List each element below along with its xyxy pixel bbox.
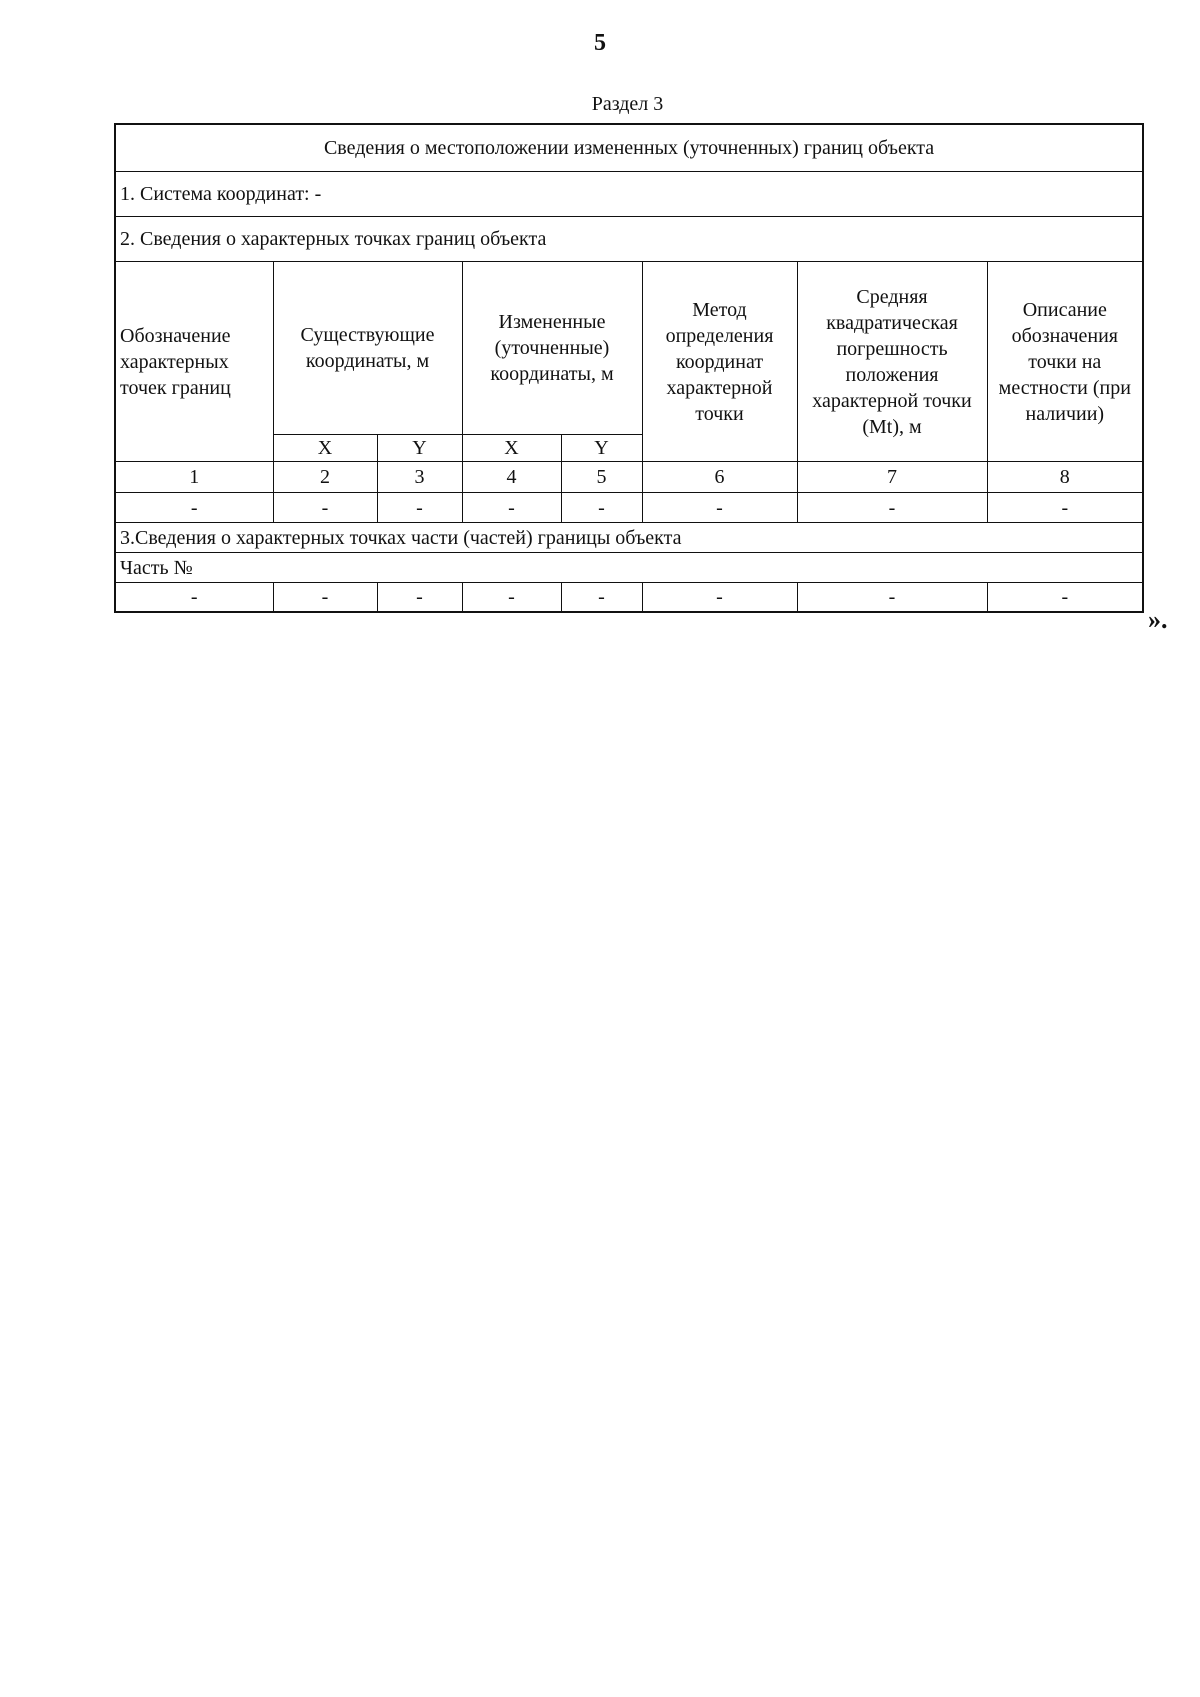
- header-changed-y: Y: [561, 435, 642, 462]
- header-existing-coordinates: Существующие координаты, м: [273, 262, 462, 435]
- boundary-points-table: [114, 123, 1144, 613]
- table-cell: -: [987, 583, 1143, 613]
- column-number: 7: [797, 462, 987, 493]
- header-point-designation: Обозначение характерных точек границ: [115, 262, 273, 462]
- page-number: 5: [594, 30, 606, 56]
- coordinate-system-line: 1. Система координат: -: [115, 172, 1143, 217]
- table-cell: -: [561, 583, 642, 613]
- table-cell: -: [987, 493, 1143, 523]
- header-changed-x: X: [462, 435, 561, 462]
- header-determination-method: Метод определения координат характерной точки: [642, 262, 797, 462]
- table-cell: -: [561, 493, 642, 523]
- header-changed-coordinates: Измененные (уточненные) координаты, м: [462, 262, 642, 435]
- table-cell: -: [115, 583, 273, 613]
- table-row: [115, 583, 1143, 613]
- closing-quote: ».: [1148, 605, 1168, 634]
- header-mean-square-error: Средняя квадратическая погрешность положения характерной точки (Mt), м: [797, 262, 987, 462]
- table-cell: -: [642, 583, 797, 613]
- column-number-row: [115, 462, 1143, 493]
- table-cell: -: [377, 493, 462, 523]
- table-cell: -: [797, 493, 987, 523]
- table-cell: -: [642, 493, 797, 523]
- table-cell: -: [377, 583, 462, 613]
- column-number: 8: [987, 462, 1143, 493]
- column-number: 1: [115, 462, 273, 493]
- table-cell: -: [462, 583, 561, 613]
- column-number: 5: [561, 462, 642, 493]
- header-existing-x: X: [273, 435, 377, 462]
- table-cell: -: [797, 583, 987, 613]
- table-cell: -: [273, 583, 377, 613]
- column-number: 4: [462, 462, 561, 493]
- table-cell: -: [115, 493, 273, 523]
- column-number: 3: [377, 462, 462, 493]
- table-row: [115, 493, 1143, 523]
- table-cell: -: [273, 493, 377, 523]
- header-point-description: Описание обозначения точки на местности (при наличии): [987, 262, 1143, 462]
- table-title: Сведения о местоположении измененных (уточненных) границ объекта: [115, 124, 1143, 172]
- parts-heading: 3.Сведения о характерных точках части (частей) границы объекта: [115, 523, 1143, 553]
- part-number-label: Часть №: [115, 553, 1143, 583]
- section-label: Раздел 3: [591, 93, 664, 115]
- column-number: 2: [273, 462, 377, 493]
- table-cell: -: [462, 493, 561, 523]
- column-number: 6: [642, 462, 797, 493]
- header-existing-y: Y: [377, 435, 462, 462]
- points-heading: 2. Сведения о характерных точках границ объекта: [115, 217, 1143, 262]
